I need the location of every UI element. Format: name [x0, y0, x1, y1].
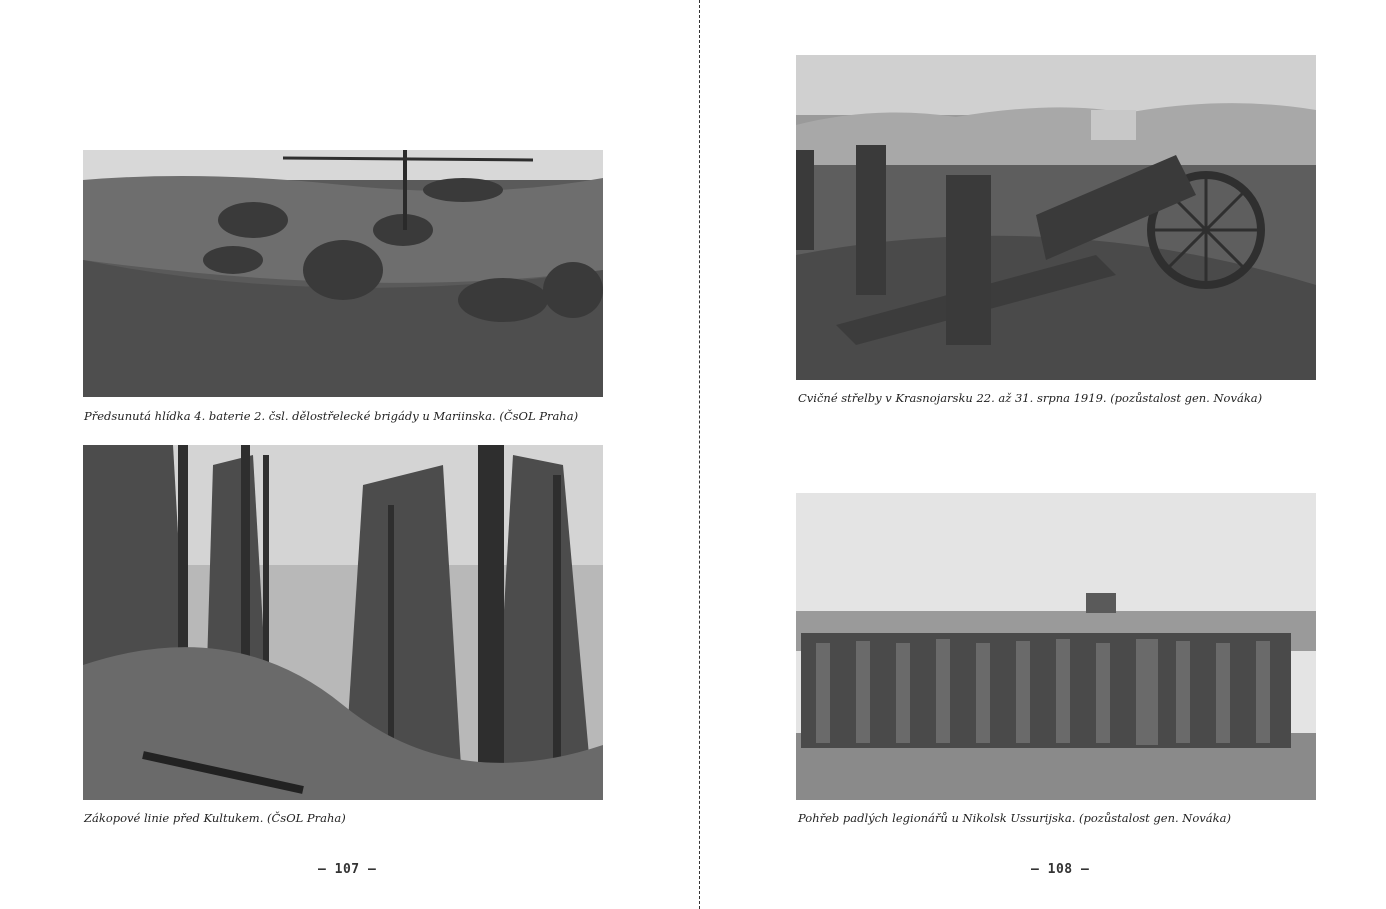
photo-caption: Pohřeb padlých legionářů u Nikolsk Ussurijska. (pozůstalost gen. Nováka): [798, 811, 1231, 825]
photo-funeral-formation: [796, 493, 1316, 800]
photo-forest-trenches: [83, 445, 603, 800]
photo-forward-patrol: [83, 150, 603, 397]
page-number: – 108 –: [1031, 862, 1090, 877]
photo-caption: Předsunutá hlídka 4. baterie 2. čsl. dělostřelecké brigády u Mariinska. (ČsOL Praha): [84, 409, 579, 423]
photo-caption: Cvičné střelby v Krasnojarsku 22. až 31. srpna 1919. (pozůstalost gen. Nováka): [798, 391, 1263, 405]
right-page: [700, 0, 1386, 909]
photo-artillery-practice: [796, 55, 1316, 380]
page-number: – 107 –: [318, 862, 377, 877]
photo-caption: Zákopové linie před Kultukem. (ČsOL Praha): [84, 811, 346, 825]
